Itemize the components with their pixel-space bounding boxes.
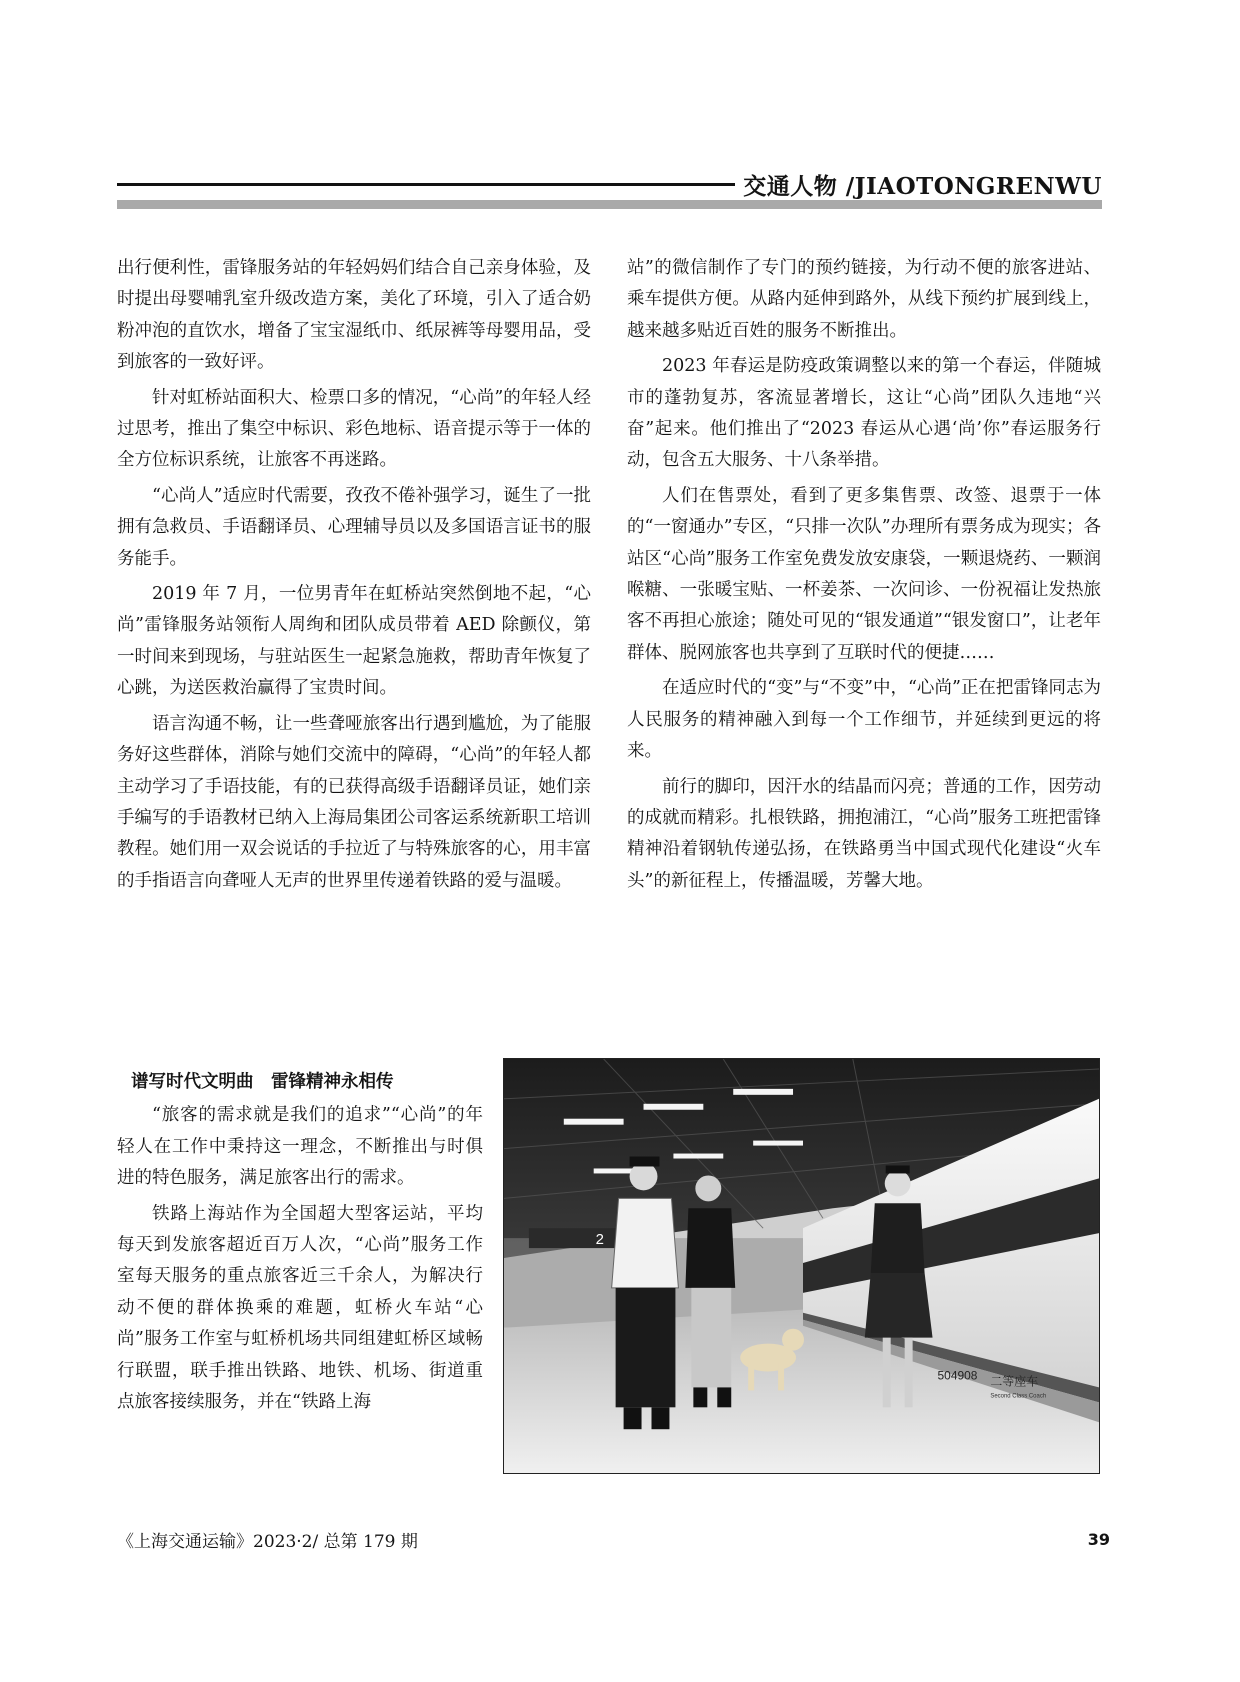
publication-source: 《上海交通运输》2023·2/ 总第 179 期 [117, 1532, 418, 1552]
paragraph: 2023 年春运是防疫政策调整以来的第一个春运，伴随城市的蓬勃复苏，客流显著增长，这让“心尚”团队久违地“兴奋”起来。他们推出了“2023 春运从心遇‘尚’你”春运服务行动，包含五大服务、十八条举措。 [627, 356, 1101, 471]
paragraph: 针对虹桥站面积大、检票口多的情况，“心尚”的年轻人经过思考，推出了集空中标识、彩色地标、语音提示等于一体的全方位标识系统，让旅客不再迷路。 [117, 387, 591, 471]
platform-photo [503, 1058, 1100, 1474]
platform-number: 2 [595, 1231, 605, 1249]
paragraph: 人们在售票处，看到了更多集售票、改签、退票于一体的“一窗通办”专区，“只排一次队”办理所有票务成为现实；各站区“心尚”服务工作室免费发放安康袋，一颗退烧药、一颗润喉糖、一张暖宝贴、一杯姜茶、一次问诊、一份祝福让发热旅客不再担心旅途；随处可见的“银发通道”“银发窗口”，让老年群体、脱网旅客也共享到了互联时代的便捷…… [627, 485, 1101, 663]
paragraph: 站”的微信制作了专门的预约链接，为行动不便的旅客进站、乘车提供方便。从路内延伸到路外，从线下预约扩展到线上，越来越多贴近百姓的服务不断推出。 [627, 258, 1101, 341]
car-class-en: Second Class Coach [990, 1393, 1047, 1400]
header-rule [117, 183, 735, 186]
section-heading: 谱写时代文明曲 雷锋精神永相传 [131, 1072, 394, 1092]
car-class: 二等座车 [990, 1374, 1039, 1389]
header-bar [117, 200, 1102, 209]
platform-photo-illustration [504, 1059, 1099, 1473]
paragraph: “旅客的需求就是我们的追求”“心尚”的年轻人在工作中秉持这一理念，不断推出与时俱进的特色服务，满足旅客出行的需求。 [117, 1105, 483, 1189]
paragraph: 前行的脚印，因汗水的结晶而闪亮；普通的工作，因劳动的成就而精彩。扎根铁路，拥抱浦江，“心尚”服务工班把雷锋精神沿着钢轨传递弘扬，在铁路勇当中国式现代化建设“火车头”的新征程上，传播温暖，芳馨大地。 [627, 776, 1101, 891]
right-column [627, 253, 1101, 901]
left-column-upper [117, 253, 591, 901]
paragraph: 2019 年 7 月，一位男青年在虹桥站突然倒地不起，“心尚”雷锋服务站领衔人周绚和团队成员带着 AED 除颤仪，第一时间来到现场，与驻站医生一起紧急施救，帮助青年恢复了心跳，为送医救治赢得了宝贵时间。 [117, 584, 591, 699]
left-column-lower [117, 1067, 483, 1422]
car-number: 504908 [937, 1368, 978, 1383]
paragraph: 出行便利性，雷锋服务站的年轻妈妈们结合自己亲身体验，及时提出母婴哺乳室升级改造方案，美化了环境，引入了适合奶粉冲泡的直饮水，增备了宝宝湿纸巾、纸尿裤等母婴用品，受到旅客的一致好评。 [117, 258, 591, 373]
paragraph: 语言沟通不畅，让一些聋哑旅客出行遇到尴尬，为了能服务好这些群体，消除与她们交流中的障碍，“心尚”的年轻人都主动学习了手语技能，有的已获得高级手语翻译员证，她们亲手编写的手语教材已纳入上海局集团公司客运系统新职工培训教程。她们用一双会说话的手拉近了与特殊旅客的心，用丰富的手指语言向聋哑人无声的世界里传递着铁路的爱与温暖。 [117, 713, 591, 891]
paragraph: “心尚人”适应时代需要，孜孜不倦补强学习，诞生了一批拥有急救员、手语翻译员、心理辅导员以及多国语言证书的服务能手。 [117, 485, 591, 569]
paragraph: 在适应时代的“变”与“不变”中，“心尚”正在把雷锋同志为人民服务的精神融入到每一个工作细节，并延续到更远的将来。 [627, 678, 1101, 762]
paragraph: 铁路上海站作为全国超大型客运站，平均每天到发旅客超近百万人次，“心尚”服务工作室每天服务的重点旅客近三千余人，为解决行动不便的群体换乘的难题，虹桥火车站“心尚”服务工作室与虹桥机场共同组建虹桥区域畅行联盟，联手推出铁路、地铁、机场、街道重点旅客接续服务，并在“铁路上海 [117, 1203, 483, 1413]
section-title: 交通人物 /JIAOTONGRENWU [743, 173, 1102, 200]
page-number: 39 [1087, 1530, 1110, 1549]
passenger-figure [685, 1175, 735, 1407]
